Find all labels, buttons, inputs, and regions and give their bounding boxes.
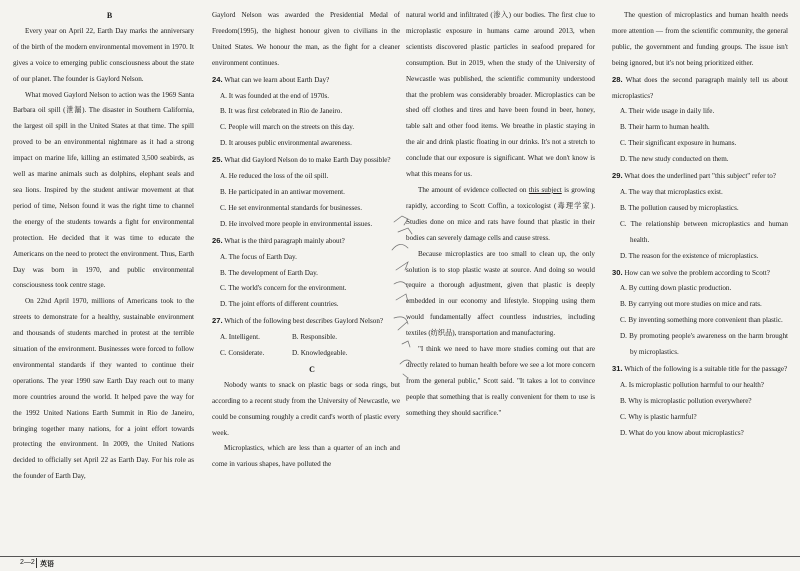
option-c[interactable]: C. He set environmental standards for businesses. [220, 203, 362, 212]
question-stem: What is the third paragraph mainly about? [224, 236, 345, 245]
question-stem: What can we learn about Earth Day? [224, 75, 330, 84]
passage-c-paragraph-6: The question of microplastics and human health needs more attention — from the scientific community, the general public, the government and funding groups. The issue isn't being ignored, but it's not being prioritized either. [612, 11, 788, 67]
option-d[interactable]: D. It arouses public environmental awareness. [220, 139, 352, 148]
passage-b-paragraph-2: What moved Gaylord Nelson to action was the 1969 Santa Barbara oil spill (泄漏). The disaster in Southern California, the largest oil spill in the United States at that time. The spill proved to be an environmental nightmare as it had a strong impact on marine life, killing an estimated 3,500 seabirds, as well as marine animals such as dolphins, elephant seals and sea lions. Inspired by the student antiwar movement at that period of time, Nelson found it was the right time to channel the energy of the students towards a fight for environmental protection. He decided that it was time to educate the Americans on the need to protect the environment. Thus, Earth Day was born in 1970, and public environmental consciousness took centre stage. [13, 90, 194, 290]
option-d[interactable]: D. By promoting people's awareness on the harm brought by microplastics. [620, 332, 788, 357]
page-footer [0, 556, 800, 571]
option-c[interactable]: C. The relationship between microplastics and human health. [620, 219, 788, 244]
question-number: 24. [212, 74, 223, 84]
question-number: 27. [212, 316, 223, 326]
section-heading-c: C [309, 364, 315, 374]
option-a[interactable]: A. Their wide usage in daily life. [620, 107, 715, 116]
option-d[interactable]: D. The joint efforts of different countries. [220, 300, 339, 309]
question-stem: How can we solve the problem according to Scott? [624, 268, 770, 277]
option-c[interactable]: C. By inventing something more convenient than plastic. [620, 316, 783, 325]
option-c[interactable]: C. Why is plastic harmful? [620, 412, 697, 421]
passage-b-paragraph-4: Gaylord Nelson was awarded the Presidential Medal of Freedom(1995), the highest honour given to civilians in the United States. We honour the man, as the fight for a cleaner environment continues. [212, 11, 400, 67]
passage-c-paragraph-5: "I think we need to have more studies coming out that are directly related to human health before we see a lot more concern from the general public," Scott said. "It takes a lot to convince people that something that is really convenient for them to use is something they should sacrifice." [406, 345, 595, 417]
option-a[interactable]: A. It was founded at the end of 1970s. [220, 91, 330, 100]
passage-c-paragraph-4: Because microplastics are too small to clean up, the only solution is to stop plastic waste at source. And doing so would require a thorough adjustment, given that plastic is deeply embedded in our economy and lifestyle. Stopping using them would fundamentally affect countless industries, including textiles (纺织品), transportation and manufacturing. [406, 249, 595, 338]
option-b[interactable]: B. Responsible. [292, 333, 338, 342]
question-29 [612, 168, 788, 264]
column-3 [406, 8, 595, 422]
text-run: The amount of evidence collected on [418, 185, 529, 194]
page-number: 2—2 [20, 559, 35, 566]
section-heading-b: B [106, 11, 113, 20]
question-26 [212, 233, 400, 314]
passage-b-paragraph-1: Every year on April 22, Earth Day marks the anniversary of the birth of the modern environmental movement in 1970. It gives a voice to emerging public consciousness about the state of our planet. The founder is Gaylord Nelson. [13, 26, 194, 83]
option-c[interactable]: C. People will march on the streets on this day. [220, 123, 355, 132]
passage-c-paragraph-2: Microplastics, which are less than a quarter of an inch and come in various shapes, have polluted the [212, 444, 400, 469]
option-b[interactable]: B. Why is microplastic pollution everywhere? [620, 396, 752, 405]
question-stem: Which of the following is a suitable title for the passage? [624, 364, 788, 373]
option-b[interactable]: B. He participated in an antiwar movement. [220, 187, 345, 196]
question-31 [612, 361, 788, 442]
question-number: 26. [212, 235, 223, 245]
column-2 [212, 8, 400, 473]
question-number: 28. [612, 74, 623, 84]
option-c[interactable]: C. The world's concern for the environment. [220, 284, 347, 293]
column-1 [13, 8, 194, 485]
footer-divider [36, 558, 37, 568]
question-number: 29. [612, 171, 623, 181]
question-27 [212, 313, 400, 362]
passage-b-paragraph-3: On 22nd April 1970, millions of Americans took to the streets to demonstrate for a healthy, sustainable environment and thousands of students marched in protest at the terrible situation of the environment. Businesses were forced to follow environmental standards if they wanted to continue their operations. The year 1990 saw Earth Day reach out to many more countries around the world. It helped pave the way for the 1992 United Nations Earth Summit in Rio de Janeiro, bringing together many nations, for a joint effort towards protecting the environment. In 2009, the United Nations decided to officially set April 22 as Earth Day. For his role as the founder of Earth Day, [13, 297, 194, 481]
option-b[interactable]: B. The development of Earth Day. [220, 268, 318, 277]
option-d[interactable]: D. Knowledgeable. [292, 349, 348, 358]
text-run: is growing rapidly, according to Scott Coffin, a toxicologist (毒理学家). Studies done on mice and rats have found that plastic in their bodies can severely damage cells and cause stress. [406, 185, 595, 242]
question-number: 31. [612, 363, 623, 373]
question-stem: What does the second paragraph mainly tell us about microplastics? [612, 75, 789, 100]
question-stem: Which of the following best describes Gaylord Nelson? [224, 317, 384, 326]
option-b[interactable]: B. The pollution caused by microplastics. [620, 203, 739, 212]
option-d[interactable]: D. He involved more people in environmental issues. [220, 219, 373, 228]
option-a[interactable]: A. The focus of Earth Day. [220, 252, 297, 261]
question-25 [212, 152, 400, 233]
option-a[interactable]: A. The way that microplastics exist. [620, 187, 723, 196]
question-30 [612, 265, 788, 361]
underlined-phrase: this subject [528, 185, 562, 194]
option-b[interactable]: B. It was first celebrated in Rio de Janeiro. [220, 107, 343, 116]
passage-c-paragraph-1: Nobody wants to snack on plastic bags or soda rings, but according to a recent study from the University of Newcastle, we could be consuming roughly a credit card's worth of plastic every week. [212, 380, 400, 437]
question-number: 25. [212, 155, 223, 165]
question-28 [612, 72, 788, 168]
question-24 [212, 72, 400, 153]
option-c[interactable]: C. Considerate. [220, 349, 265, 358]
question-stem: What did Gaylord Nelson do to make Earth Day possible? [224, 156, 391, 165]
option-a[interactable]: A. Is microplastic pollution harmful to our health? [620, 380, 764, 389]
option-a[interactable]: A. He reduced the loss of the oil spill. [220, 172, 329, 181]
passage-c-paragraph-2-cont: natural world and infiltrated (渗入) our bodies. The first clue to microplastic exposure in humans came around 2013, when scientists discovered plastic particles in seafood prepared for consumption. But in 2019, when the study of the University of Newcastle was published, the scientific community understood that the problem was considerably broader. Microplastics can be shed off clothes and tires and have been found in beer, honey, table salt and other food items. We breathe in plastic staying in the air and drink plastic floating in our drinks. It's not a stretch to conclude that our exposure is significant. What we don't know is what this means for us. [406, 11, 595, 179]
option-d[interactable]: D. The reason for the existence of microplastics. [620, 251, 759, 260]
passage-c-paragraph-3 [406, 183, 595, 247]
option-b[interactable]: B. By carrying out more studies on mice and rats. [620, 300, 762, 309]
option-a[interactable]: A. Intelligent. [220, 333, 260, 342]
column-4 [612, 8, 788, 441]
question-number: 30. [612, 267, 623, 277]
question-stem: What does the underlined part "this subject" refer to? [624, 172, 776, 181]
option-a[interactable]: A. By cutting down plastic production. [620, 284, 732, 293]
option-b[interactable]: B. Their harm to human health. [620, 123, 710, 132]
option-c[interactable]: C. Their significant exposure in humans. [620, 139, 737, 148]
option-d[interactable]: D. The new study conducted on them. [620, 155, 729, 164]
option-d[interactable]: D. What do you know about microplastics? [620, 428, 744, 437]
subject-label: 英语 [40, 561, 54, 568]
